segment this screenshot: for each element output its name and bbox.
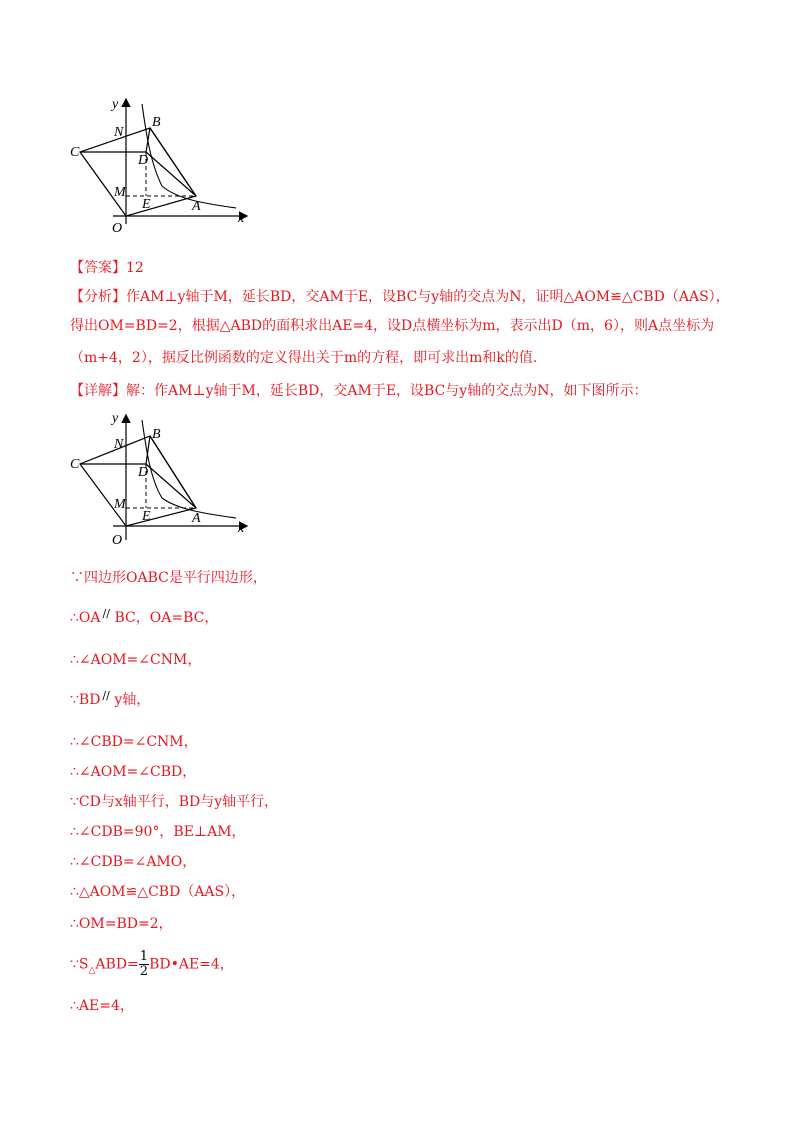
figure-bottom bbox=[68, 408, 258, 558]
svg-text:O: O bbox=[112, 533, 123, 548]
svg-text:M: M bbox=[114, 497, 126, 512]
svg-text:B: B bbox=[152, 427, 161, 442]
step-4: ∵BD // y轴， bbox=[70, 689, 151, 708]
svg-text:N: N bbox=[114, 125, 124, 140]
svg-text:E: E bbox=[142, 197, 151, 212]
svg-text:C: C bbox=[70, 457, 80, 472]
parallelogram-oabc bbox=[80, 128, 196, 216]
step-13: ∴AE=4， bbox=[70, 998, 134, 1014]
svg-text:x: x bbox=[238, 521, 245, 536]
step-3: ∴∠AOM=∠CNM， bbox=[70, 652, 202, 668]
detail-line: 【详解】解：作AM⊥y轴于M，延长BD，交AM于E，设BC与y轴的交点为N，如下图所示： bbox=[70, 383, 648, 399]
svg-text:D: D bbox=[138, 153, 149, 168]
svg-text:C: C bbox=[70, 145, 80, 160]
svg-text:A: A bbox=[192, 511, 201, 526]
step-7: ∵CD与x轴平行，BD与y轴平行， bbox=[70, 794, 279, 810]
svg-text:B: B bbox=[152, 115, 161, 130]
step-9: ∴∠CDB=∠AMO， bbox=[70, 854, 197, 870]
svg-text:N: N bbox=[114, 437, 124, 452]
analysis-line-2: 得出OM=BD=2，根据△ABD的面积求出AE=4，设D点横坐标为m，表示出D（m，6），则A点坐标为 bbox=[70, 318, 715, 334]
analysis-line-1: 【分析】作AM⊥y轴于M，延长BD，交AM于E，设BC与y轴的交点为N，证明△AOM≌△CBD（AAS）， bbox=[70, 289, 730, 305]
step-11: ∴OM=BD=2， bbox=[70, 916, 173, 932]
svg-text:A: A bbox=[192, 199, 201, 214]
svg-text:y: y bbox=[112, 97, 119, 112]
step-12: $\because S_\triangle ABD=$ $\frac{1}{2}$ BD•AE=4， bbox=[70, 949, 234, 979]
step-8: ∴∠CDB=90°，BE⊥AM， bbox=[70, 824, 246, 840]
svg-text:x: x bbox=[238, 211, 245, 226]
svg-text:O: O bbox=[112, 221, 123, 236]
step-1: ∵四边形OABC是平行四边形， bbox=[70, 570, 267, 586]
step-5: ∴∠CBD=∠CNM， bbox=[70, 734, 198, 750]
fraction-one-half: $\frac{1}{2}$ bbox=[139, 949, 149, 979]
step-10: ∴△AOM≌△CBD（AAS）， bbox=[70, 884, 246, 900]
parallelogram-diagram bbox=[68, 92, 258, 242]
parallelogram-diagram-2 bbox=[68, 408, 258, 558]
step-6: ∴∠AOM=∠CBD， bbox=[70, 764, 197, 780]
svg-text:y: y bbox=[112, 411, 119, 426]
answer-line: 【答案】12 bbox=[70, 260, 144, 276]
svg-text:D: D bbox=[138, 465, 149, 480]
step-2: ∴OA // BC，OA=BC， bbox=[70, 607, 219, 626]
analysis-line-3: （m+4，2），据反比例函数的定义得出关于m的方程，即可求出m和k的值. bbox=[70, 350, 538, 366]
svg-text:M: M bbox=[114, 185, 126, 200]
figure-top bbox=[68, 92, 258, 242]
svg-text:E: E bbox=[142, 509, 151, 524]
